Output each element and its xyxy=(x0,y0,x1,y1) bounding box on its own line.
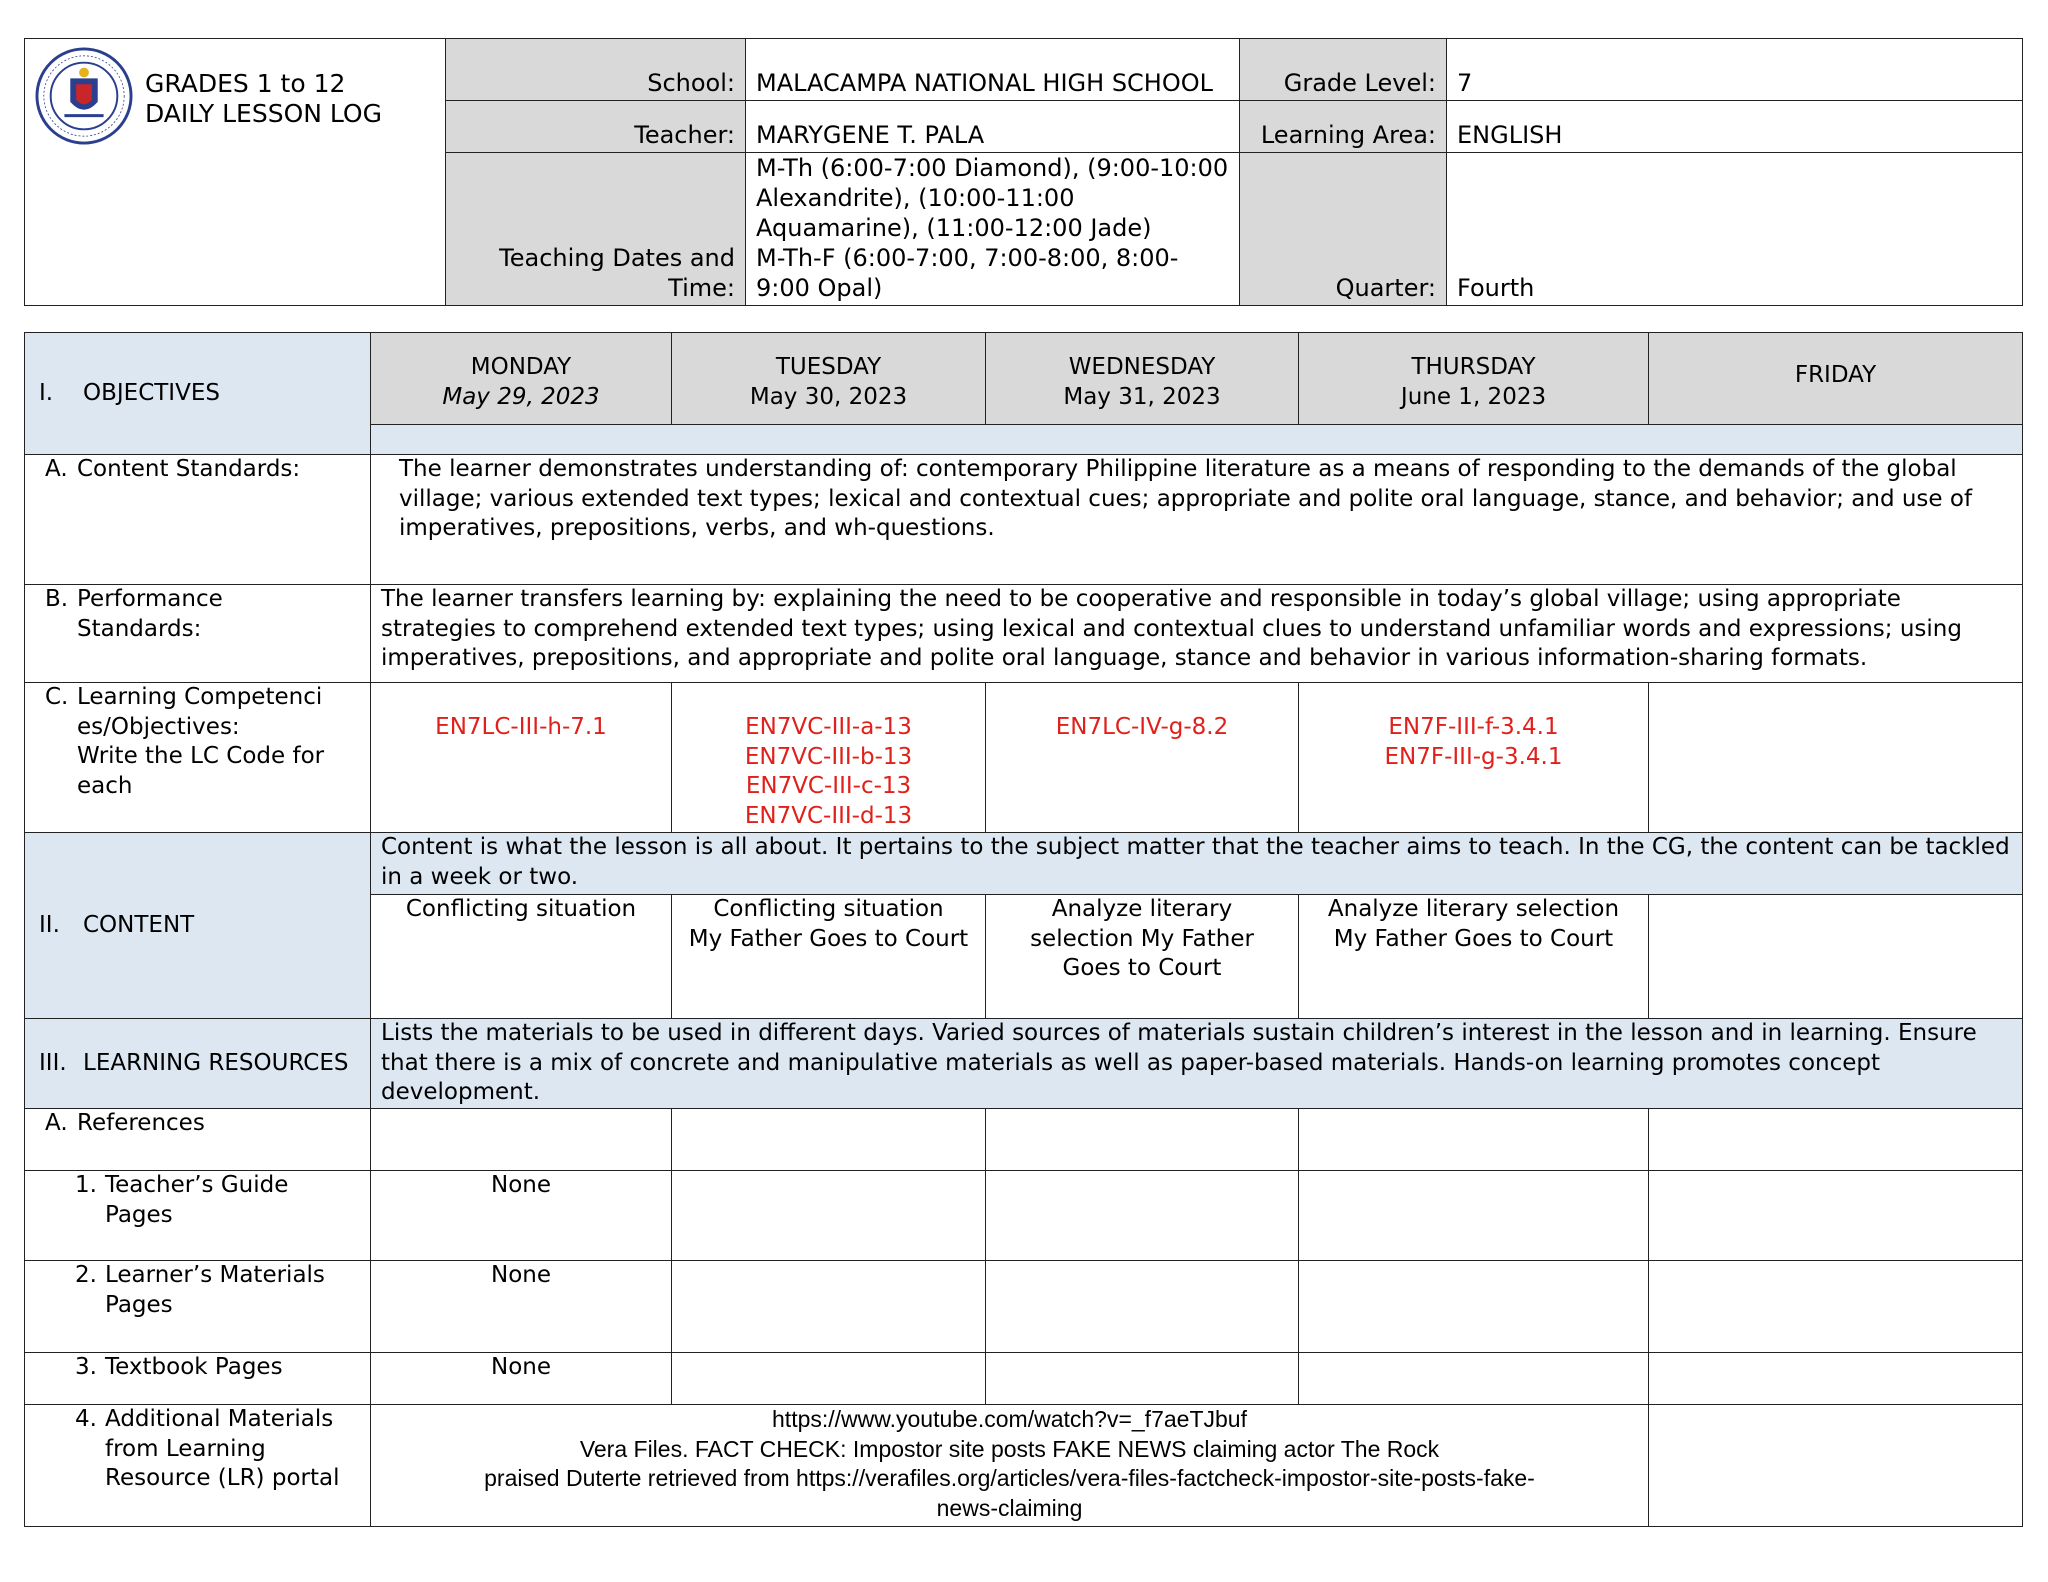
references-monday xyxy=(371,1109,672,1171)
resources-numeral: III. xyxy=(39,1049,67,1076)
learning-area-label: Learning Area: xyxy=(1240,101,1447,153)
day-header-thursday xyxy=(1299,333,1649,425)
additional-materials-friday xyxy=(1649,1405,2023,1527)
references-friday xyxy=(1649,1109,2023,1171)
learners-materials-wednesday xyxy=(986,1261,1299,1353)
label-text: Content Standards: xyxy=(77,456,301,482)
teachers-guide-label xyxy=(25,1171,371,1261)
lc-codes-wednesday xyxy=(986,683,1299,833)
label-text: Additional Materials from Learning Resource (LR) portal xyxy=(105,1406,340,1491)
references-tuesday xyxy=(672,1109,986,1171)
learners-materials-monday: None xyxy=(371,1261,672,1353)
number: 4. xyxy=(75,1406,97,1432)
lc-code: EN7LC-III-h-7.1 xyxy=(435,714,607,740)
header-table xyxy=(24,38,2023,306)
teaching-dates-label: Teaching Dates and Time: xyxy=(446,153,746,306)
lc-codes-monday xyxy=(371,683,672,833)
label-text: Learner’s Materials Pages xyxy=(105,1262,325,1318)
grade-level-value: 7 xyxy=(1447,39,2023,101)
day-date: May 31, 2023 xyxy=(1063,383,1221,410)
number: 1. xyxy=(75,1172,97,1198)
objectives-numeral: I. xyxy=(39,379,54,406)
lc-code: EN7VC-III-b-13 xyxy=(744,743,913,770)
references-label xyxy=(25,1109,371,1171)
lc-code: EN7VC-III-a-13 xyxy=(745,714,912,740)
teaching-dates-line-2: M-Th-F (6:00-7:00, 7:00-8:00, 8:00-9:00 Opal) xyxy=(756,244,1179,302)
am-line: Vera Files. FACT CHECK: Impostor site posts FAKE NEWS claiming actor The Rock xyxy=(579,1435,1440,1462)
lc-code: EN7F-III-f-3.4.1 xyxy=(1388,714,1559,740)
lc-codes-thursday xyxy=(1299,683,1649,833)
day-date: May 30, 2023 xyxy=(749,383,908,410)
lc-codes-friday xyxy=(1649,683,2023,833)
deped-seal-icon xyxy=(35,47,133,145)
day-header-wednesday xyxy=(986,333,1299,425)
content-description: Content is what the lesson is all about. It pertains to the subject matter that the teacher aims to teach. In the CG, the content can be tackled in a week or two. xyxy=(371,833,2023,895)
textbook-pages-label xyxy=(25,1353,371,1405)
teaching-dates-value xyxy=(746,153,1240,306)
learners-materials-label xyxy=(25,1261,371,1353)
teachers-guide-thursday xyxy=(1299,1171,1649,1261)
letter: A. xyxy=(45,1110,68,1136)
textbook-pages-monday: None xyxy=(371,1353,672,1405)
label-block xyxy=(77,683,327,801)
teacher-value: MARYGENE T. PALA xyxy=(746,101,1240,153)
label-note: Write the LC Code for each xyxy=(77,743,325,799)
header-logo-cell xyxy=(25,39,446,306)
school-label: School: xyxy=(446,39,746,101)
lc-code: EN7LC-IV-g-8.2 xyxy=(1055,714,1229,740)
day-name: THURSDAY xyxy=(1411,354,1536,380)
content-standards-text: The learner demonstrates understanding of: contemporary Philippine literature as a means of responding to the demands of the global village; various extended text types; lexical and contextual cues; appropriate and polite oral language, stance, and behavior; and use of imperatives, prepositions, verbs, and wh-questions. xyxy=(371,455,2023,585)
learning-area-value: ENGLISH xyxy=(1447,101,2023,153)
lc-codes-tuesday xyxy=(672,683,986,833)
references-thursday xyxy=(1299,1109,1649,1171)
am-line: praised Duterte retrieved from https://verafiles.org/articles/vera-files-factcheck-impostor-site-posts-fake- xyxy=(484,1465,1535,1491)
learning-competencies-label xyxy=(25,683,371,833)
day-name: TUESDAY xyxy=(775,354,882,380)
day-name: FRIDAY xyxy=(1794,362,1877,388)
day-header-friday xyxy=(1649,333,2023,425)
letter: B. xyxy=(45,586,69,612)
number: 2. xyxy=(75,1262,97,1288)
learners-materials-tuesday xyxy=(672,1261,986,1353)
day-date: May 29, 2023 xyxy=(442,383,600,410)
grade-level-label: Grade Level: xyxy=(1240,39,1447,101)
quarter-value: Fourth xyxy=(1447,153,2023,306)
school-value: MALACAMPA NATIONAL HIGH SCHOOL xyxy=(746,39,1240,101)
textbook-pages-friday xyxy=(1649,1353,2023,1405)
content-numeral: II. xyxy=(39,911,60,938)
objectives-band xyxy=(371,425,2023,455)
letter: A. xyxy=(45,456,68,482)
teachers-guide-friday xyxy=(1649,1171,2023,1261)
lesson-log-table xyxy=(24,332,2023,1527)
am-line: https://www.youtube.com/watch?v=_f7aeTJbuf xyxy=(772,1406,1247,1432)
label-text: Learning Competencies/Objectives: xyxy=(77,684,323,740)
lc-code: EN7VC-III-d-13 xyxy=(744,802,913,829)
resources-label: LEARNING RESOURCES xyxy=(83,1049,349,1076)
day-date: June 1, 2023 xyxy=(1400,383,1547,410)
textbook-pages-tuesday xyxy=(672,1353,986,1405)
lc-code: EN7F-III-g-3.4.1 xyxy=(1384,743,1563,770)
textbook-pages-thursday xyxy=(1299,1353,1649,1405)
day-name: WEDNESDAY xyxy=(1068,354,1216,380)
performance-standards-label xyxy=(25,585,371,683)
objectives-label: OBJECTIVES xyxy=(83,379,220,406)
content-standards-label xyxy=(25,455,371,585)
content-monday: Conflicting situation xyxy=(371,895,672,1019)
label-text: References xyxy=(77,1110,205,1136)
document-title xyxy=(145,69,382,129)
performance-standards-text: The learner transfers learning by: explaining the need to be cooperative and responsible in today’s global village; using appropriate strategies to comprehend extended text types; using lexical and contextual clues to understand unfamiliar words and expressions; using imperatives, prepositions, and appropriate and polite oral language, stance and behavior in various information-sharing formats. xyxy=(371,585,2023,683)
day-header-monday xyxy=(371,333,672,425)
objectives-section-header xyxy=(25,333,371,455)
teachers-guide-tuesday xyxy=(672,1171,986,1261)
day-header-tuesday xyxy=(672,333,986,425)
learners-materials-friday xyxy=(1649,1261,2023,1353)
textbook-pages-wednesday xyxy=(986,1353,1299,1405)
title-line-1: GRADES 1 to 12 xyxy=(145,69,346,98)
content-thursday: Analyze literary selection My Father Goes to Court xyxy=(1299,895,1649,1019)
resources-description: Lists the materials to be used in different days. Varied sources of materials sustain children’s interest in the lesson and in learning. Ensure that there is a mix of concrete and manipulative materials as well as paper-based materials. Hands-on learning promotes concept development. xyxy=(371,1019,2023,1109)
am-line: news-claiming xyxy=(936,1494,1083,1521)
quarter-label: Quarter: xyxy=(1240,153,1447,306)
letter: C. xyxy=(45,684,69,710)
content-friday xyxy=(1649,895,2023,1019)
content-section-header xyxy=(25,833,371,1019)
additional-materials-label xyxy=(25,1405,371,1527)
teacher-label: Teacher: xyxy=(446,101,746,153)
number: 3. xyxy=(75,1354,97,1380)
content-wednesday: Analyze literary selection My Father Goes to Court xyxy=(986,895,1299,1019)
content-label: CONTENT xyxy=(83,911,195,938)
learners-materials-thursday xyxy=(1299,1261,1649,1353)
content-tuesday: Conflicting situation My Father Goes to Court xyxy=(672,895,986,1019)
label-text: Textbook Pages xyxy=(105,1354,283,1380)
resources-section-header xyxy=(25,1019,371,1109)
references-wednesday xyxy=(986,1109,1299,1171)
day-name: MONDAY xyxy=(470,354,572,380)
lc-code: EN7VC-III-c-13 xyxy=(745,773,912,799)
teaching-dates-line-1: M-Th (6:00-7:00 Diamond), (9:00-10:00 Alexandrite), (10:00-11:00 Aquamarine), (11:00-12:00 Jade) xyxy=(756,154,1229,242)
label-text: Performance Standards: xyxy=(77,586,223,642)
teachers-guide-monday: None xyxy=(371,1171,672,1261)
label-text: Teacher’s Guide Pages xyxy=(105,1172,289,1228)
teachers-guide-wednesday xyxy=(986,1171,1299,1261)
title-line-2: DAILY LESSON LOG xyxy=(145,99,382,128)
additional-materials-text xyxy=(371,1405,1649,1527)
